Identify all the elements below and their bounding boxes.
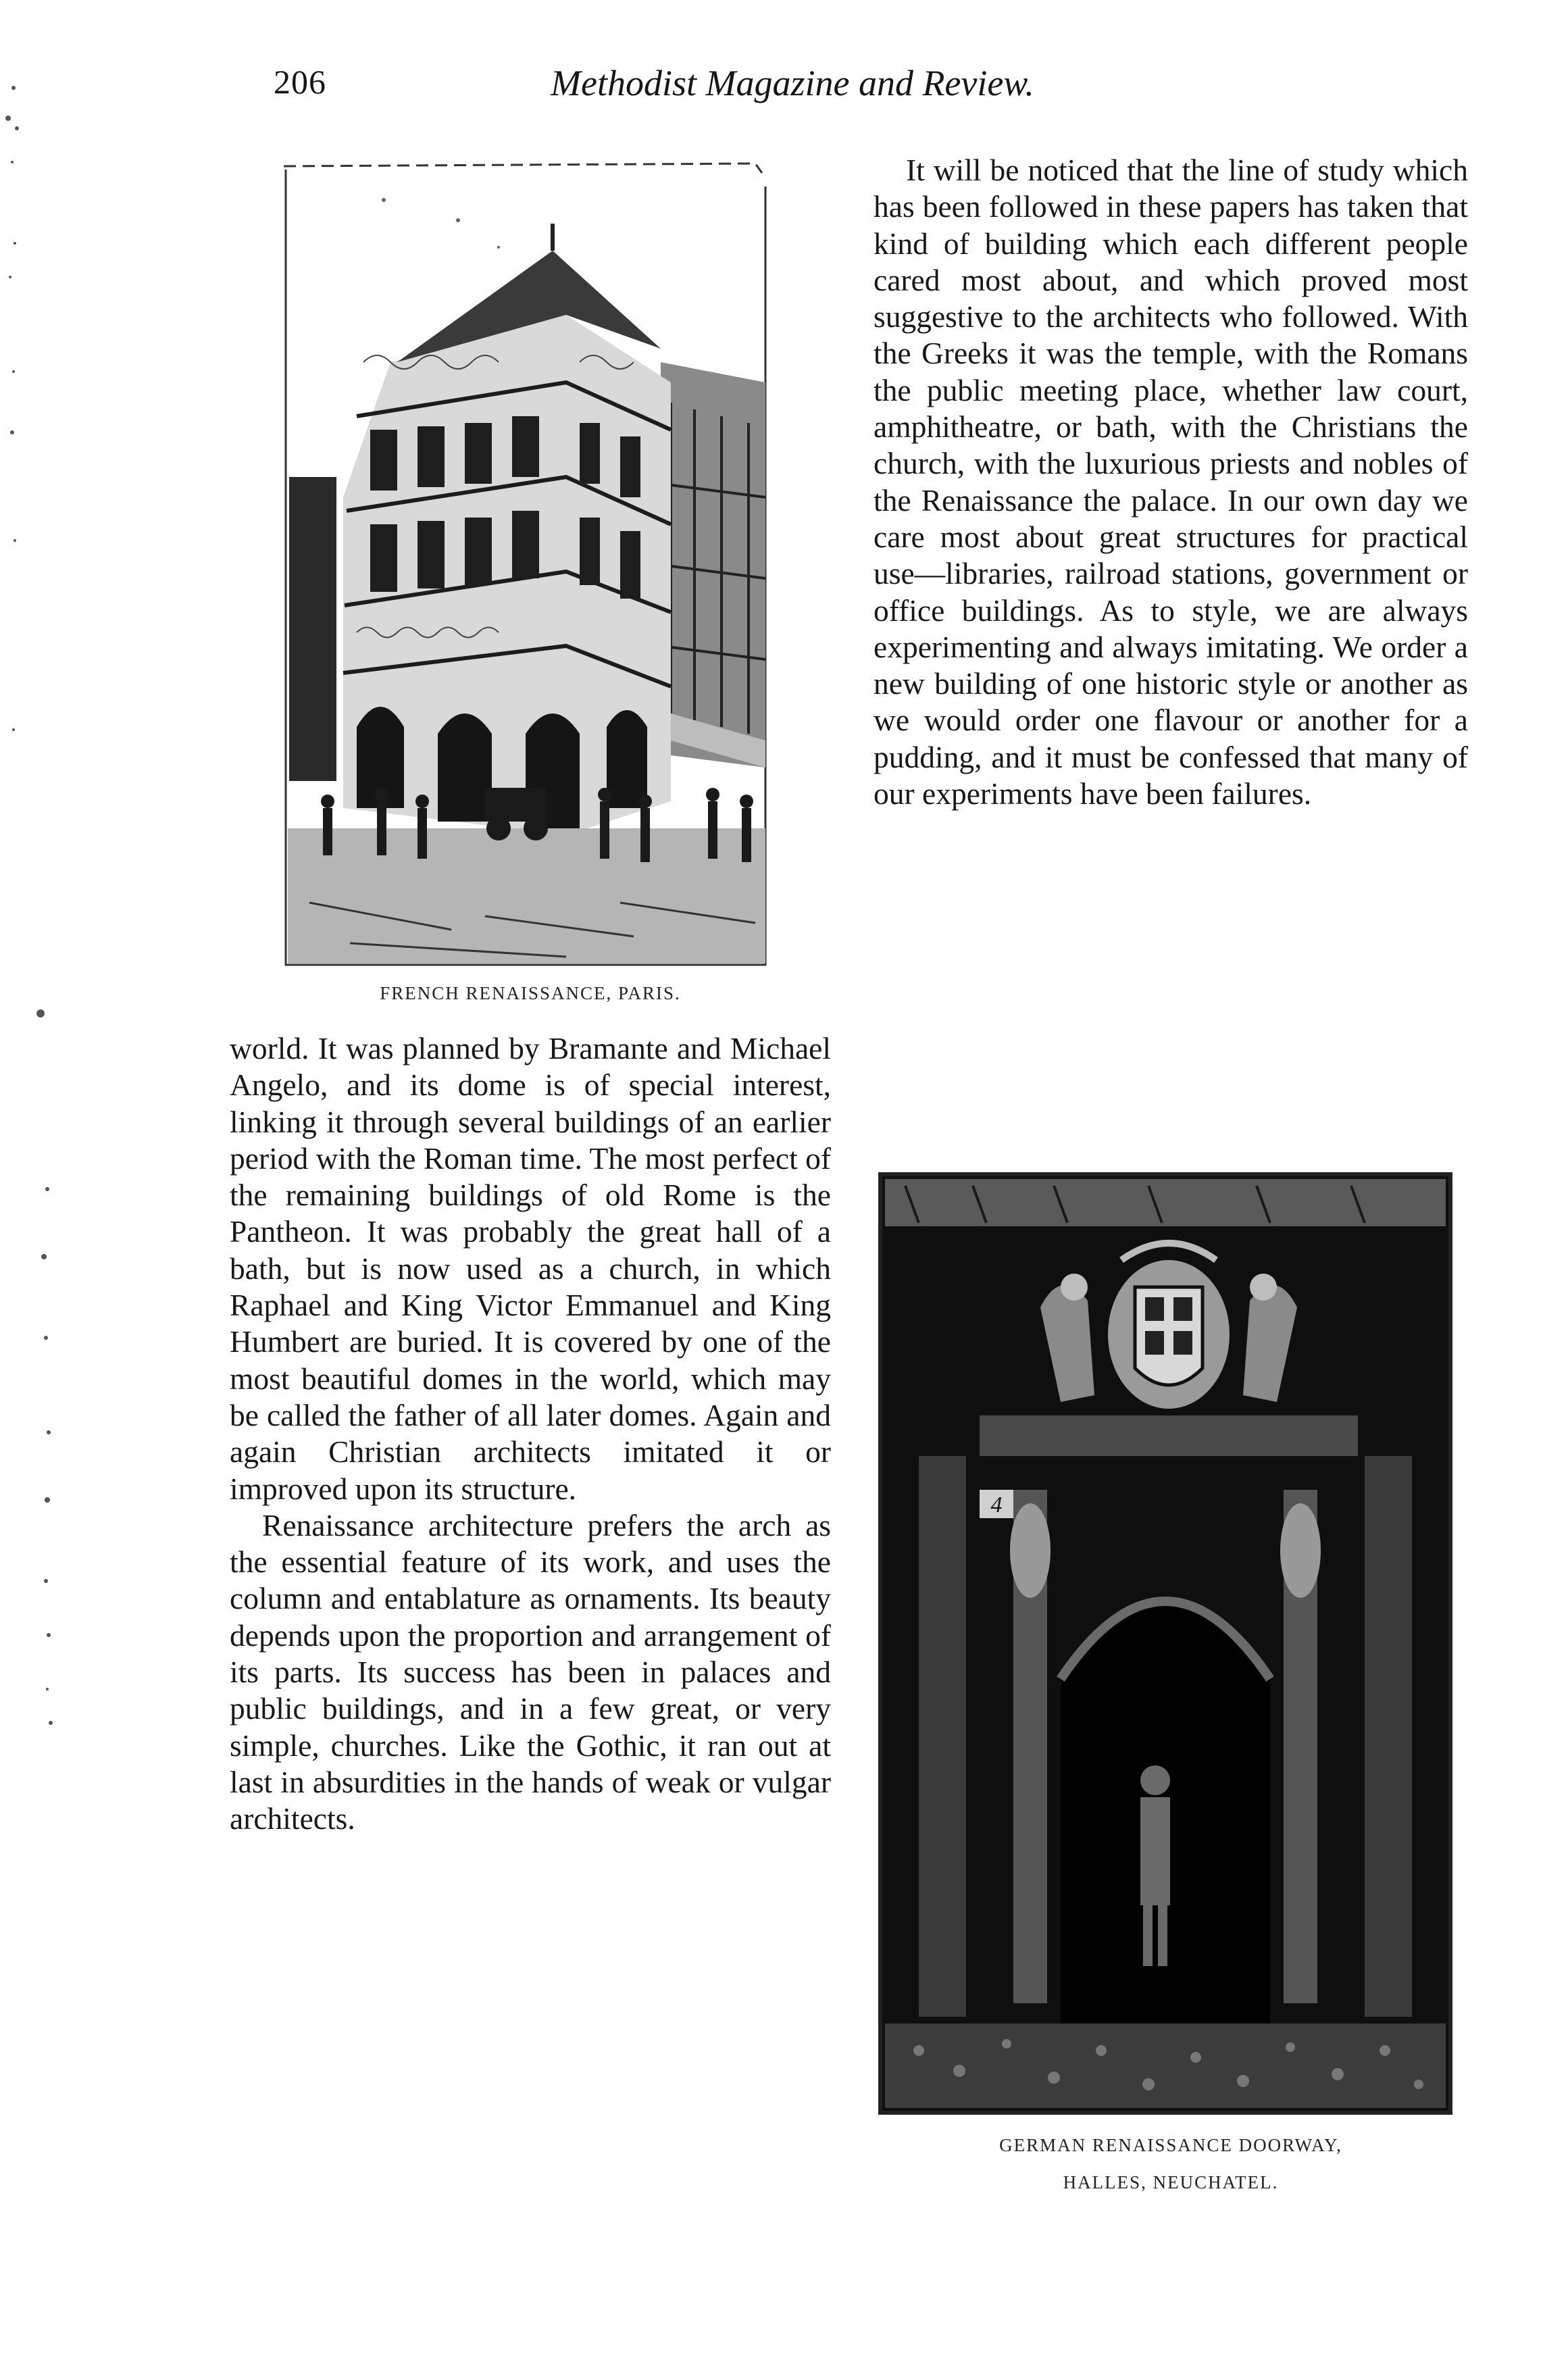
german-renaissance-doorway-illustration [878, 1172, 1452, 2115]
left-column [230, 1030, 831, 1838]
page-number: 206 [274, 63, 326, 101]
german-doorway-caption-line2: HALLES, NEUCHATEL. [1063, 2172, 1279, 2192]
right-paragraph-1: It will be noticed that the line of study which has been followed in these papers has taken that kind of building which each different people cared most about, and which proved most suggestive to the architects who followed. With the Greeks it was the temple, with the Romans the public meeting place, whether law court, amphitheatre, or bath, with the Christians the church, with the luxurious priests and nobles of the Renaissance the palace. In our own day we care most about great structures for practical use—libraries, railroad stations, government or office buildings. As to style, we are always experimenting and always imitating. We order a new building of one historic style or another as we would order one flavour or another for a pudding, and it must be confessed that many of our experiments have been failures. [874, 153, 1468, 811]
scan-margin-marks [0, 54, 61, 1743]
journal-title: Methodist Magazine and Review. [551, 63, 1034, 103]
left-paragraph-2: Renaissance architecture prefers the arch as the essential feature of its work, and uses the column and entablature as ornaments. Its beauty depends upon the proportion and arrangement of its parts. Its success has been in palaces and public buildings, and in a few great, or very simple, churches. Like the Gothic, it ran out at last in absurdities in the hands of weak or vulgar architects. [230, 1507, 831, 1836]
right-column [874, 152, 1468, 812]
french-renaissance-illustration [282, 159, 773, 967]
french-renaissance-caption: FRENCH RENAISSANCE, PARIS. [380, 983, 681, 1003]
left-paragraph-1: world. It was planned by Bramante and Michael Angelo, and its dome is of special interest, linking it through several buildings of an earlier period with the Roman time. The most perfect of the remaining buildings of old Rome is the Pantheon. It was probably the great hall of a bath, but is now used as a church, in which Raphael and King Victor Emmanuel and King Humbert are buried. It is covered by one of the most beautiful domes in the world, which may be called the father of all later domes. Again and again Christian architects imitated it or improved upon its structure. [230, 1031, 831, 1506]
german-doorway-caption-line1: GERMAN RENAISSANCE DOORWAY, [999, 2135, 1342, 2155]
door-number: 4 [990, 1492, 1003, 1517]
running-head [274, 62, 1219, 116]
